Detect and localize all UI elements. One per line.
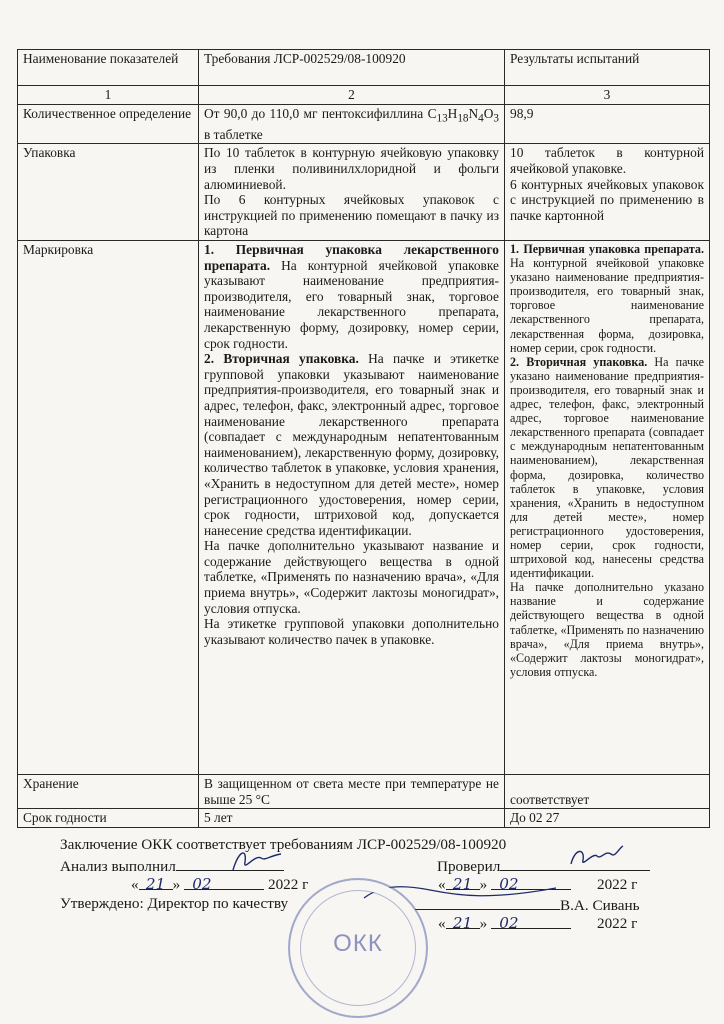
header-results: Результаты испытаний [505,50,710,86]
date-analysis-year: 2022 г [267,876,309,893]
marking-label: Маркировка [18,241,199,775]
storage-label: Хранение [18,775,199,809]
date-checked-quote-open: « [438,876,446,893]
date-approved-quote-open: « [438,915,446,932]
okk-stamp-text: ОКК [333,930,383,957]
quantity-result: 98,9 [505,104,710,144]
packaging-res-p2: 6 контурных ячейковых упаковок с инструкцией по применению в пачке картонной [510,176,704,223]
marking-result [505,241,710,775]
conclusion: Заключение ОКК соответствует требованиям ЛСР-002529/08-100920 [60,836,507,853]
column-number-2: 2 [199,86,505,105]
date-approved-quote-close: » [479,915,488,932]
analysis-label: Анализ выполнил [60,858,176,875]
storage-result: соответствует [505,775,710,809]
date-checked-day: 21 [446,875,480,890]
date-checked-year: 2022 г [596,876,638,893]
checker-signature-icon [565,842,625,872]
date-analysis-quote-close: » [172,876,181,893]
date-analysis-quote-open: « [131,876,139,893]
approved-line [60,895,288,913]
packaging-label: Упаковка [18,144,199,241]
shelf-life-result: До 02 27 [505,809,710,828]
quantity-row [18,104,710,144]
marking-req-secondary [204,351,499,538]
marking-res-secondary [510,355,704,581]
column-number-1: 1 [18,86,199,105]
marking-res-secondary-text: На пачке указано наименование предприятия-производителя, его товарный знак и адрес, телефон, факс, электронный адрес, торговое наименование лекарственного препарата (совпадает с международным непатентованным наименованием), лекарственная форма, дозировка, количество таблеток в упаковке, условия хранения, «Хранить в недоступном для детей месте», номер регистрационного удостоверения, номер серии, срок годности, штриховой код, нанесены средства идентификации. [510,354,704,581]
formula-sub-o: 3 [493,112,499,125]
date-approved-year: 2022 г [596,915,638,932]
marking-res-secondary-heading: 2. Вторичная упаковка. [510,354,648,369]
date-approved [438,914,637,933]
date-analysis-month: 02 [184,875,264,890]
formula-sub-n: 4 [478,112,484,125]
shelf-life-requirement: 5 лет [199,809,505,828]
formula-sub-h: 18 [457,112,469,125]
formula-o: O [483,105,494,121]
checked-label: Проверил [437,858,501,875]
marking-req-p4: На этикетке групповой упаковки дополнительно указывают количество пачек в упаковке. [204,616,499,647]
marking-row [18,241,710,775]
packaging-row [18,144,710,241]
date-approved-day: 21 [446,914,480,929]
marking-req-primary-heading: 1. Первичная упаковка лекарственного препарата. [204,242,499,273]
approved-label: Утверждено: Директор по качеству [60,895,289,912]
marking-res-p3: На пачке дополнительно указано название и содержание действующего вещества в одной таблетке, «Применять по назначению врача», «Для приема внутрь», «Содержит лактозы моногидрат», условия отпуска. [510,580,704,679]
column-number-3: 3 [505,86,710,105]
okk-stamp [288,878,428,1018]
packaging-res-p1: 10 таблеток в контурной ячейковой упаковке. [510,145,704,177]
header-row [18,50,710,86]
packaging-result [505,144,710,241]
header-requirements: Требования ЛСР-002529/08-100920 [199,50,505,86]
analyst-signature-icon [225,846,285,876]
header-indicators: Наименование показателей [18,50,199,86]
column-number-row [18,86,710,105]
storage-row [18,775,710,809]
storage-requirement: В защищенном от света месте при температуре не выше 25 °С [199,775,505,809]
packaging-req-p1: По 10 таблеток в контурную ячейковую упаковку из пленки поливинилхлоридной и фольги алюминиевой. [204,145,499,192]
date-checked-month: 02 [491,875,571,890]
quantity-req-tail: в таблетке [204,126,263,142]
formula-sub-c: 13 [436,112,448,125]
marking-requirement [199,241,505,775]
director-name: В.А. Сивань [560,897,640,914]
formula-n: N [468,105,479,121]
quantity-req-text: От 90,0 до 110,0 мг пентоксифиллина C [204,105,437,121]
quantity-label: Количественное определение [18,104,199,144]
spec-table [17,49,710,828]
marking-req-p3: На пачке дополнительно указывают название и содержание действующего вещества в одной таблетке, «Применять по назначению врача», «Для приема внутрь», «Содержит лактозы моногидрат», условия отпуска. [204,538,499,616]
packaging-req-p2: По 6 контурных ячейковых упаковок с инструкцией по применению помещают в пачку из картона [204,192,499,239]
date-approved-month: 02 [491,914,571,929]
marking-req-secondary-heading: 2. Вторичная упаковка. [204,351,359,367]
quantity-requirement [199,104,505,144]
marking-req-secondary-text: На пачке и этикетке групповой упаковки указывают наименование предприятия-производителя, его товарный знак и адрес, телефон, факс, электронный адрес, торговое наименование лекарственного препарата (совпадает с международным непатентованным наименованием), лекарственную форму, дозировку, количество таблеток в упаковке, условия хранения, «Хранить в недоступном для детей месте», номер регистрационного удостоверения, номер серии, срок годности, штриховой код, допускается нанесение средства идентификации. [204,351,499,538]
date-checked-quote-close: » [479,876,488,893]
formula-h: H [447,105,458,121]
date-analysis-day: 21 [139,875,173,890]
packaging-requirement [199,144,505,241]
marking-req-primary-text: На контурной ячейковой упаковке указывают наименование предприятия-производителя, его товарный знак, торговое наименование лекарственного препарата, лекарственную форму, дозировку, номер серии, срок годности. [204,257,499,351]
shelf-life-label: Срок годности [18,809,199,828]
shelf-life-row [18,809,710,828]
marking-res-primary-text: На контурной ячейковой упаковке указано наименование предприятия-производителя, его товарный знак, торговое наименование лекарственного препарата, лекарственная форма, дозировка, номер серии, срок годности. [510,256,704,355]
marking-res-primary [510,242,704,355]
marking-res-primary-heading: 1. Первичная упаковка препарата. [510,242,704,257]
marking-req-primary [204,242,499,351]
date-analysis [131,875,308,894]
